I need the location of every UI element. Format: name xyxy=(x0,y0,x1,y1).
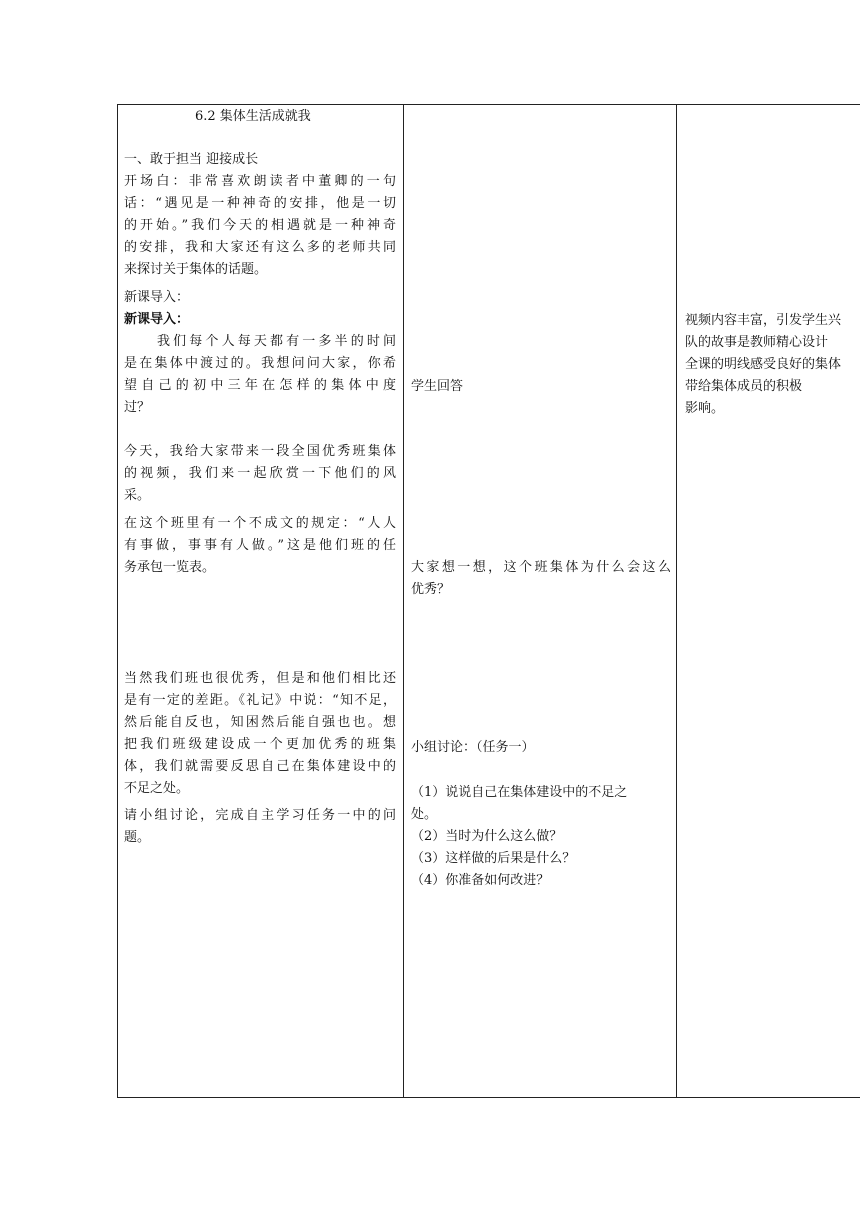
opening-line-4: 的安排，我和大家还有这么多的老师共同 xyxy=(124,240,396,255)
video-line-5: 有事做，事事有人做。”这是他们班的任 xyxy=(124,538,396,553)
question-line-3: 望自己的初中三年在怎样的集体中度 xyxy=(124,378,396,393)
reflect-line-5: 体，我们就需要反思自己在集体建设中的 xyxy=(124,759,396,774)
task-line-3: （2）当时为什么这么做？ xyxy=(411,829,563,844)
reflect-line-7: 请小组讨论，完成自主学习任务一中的问 xyxy=(124,808,396,823)
think-line-2: 优秀？ xyxy=(411,582,451,597)
task-line-4: （3）这样做的后果是什么？ xyxy=(411,851,576,866)
video-line-3: 采。 xyxy=(124,488,151,503)
reflect-line-8: 题。 xyxy=(124,830,151,845)
reflect-line-2: 是有一定的差距。《礼记》中说：“知不足， xyxy=(124,693,396,708)
note-line-5: 影响。 xyxy=(685,401,725,416)
video-line-2: 的视频，我们来一起欣赏一下他们的风 xyxy=(124,466,396,481)
video-line-6: 务承包一览表。 xyxy=(124,560,216,575)
opening-line-2: 话：“遇见是一种神奇的安排，他是一切 xyxy=(124,196,396,211)
question-line-1: 我们每个人每天都有一多半的时间 xyxy=(157,334,396,349)
task-line-2: 处。 xyxy=(411,807,438,822)
question-line-2: 是在集体中渡过的。我想问问大家，你希 xyxy=(124,356,396,371)
opening-line-3: 的开始。”我们今天的相遇就是一种神奇 xyxy=(124,218,396,233)
task-line-1: （1）说说自己在集体建设中的不足之 xyxy=(411,785,628,800)
task-line-5: （4）你准备如何改进？ xyxy=(411,873,550,888)
student-answer: 学生回答 xyxy=(411,379,464,394)
column-divider-1 xyxy=(403,104,404,1097)
note-line-2: 队的故事是教师精心设计 xyxy=(685,335,829,350)
reflect-line-4: 把我们班级建设成一个更加优秀的班集 xyxy=(124,737,396,752)
note-line-1: 视频内容丰富，引发学生兴 xyxy=(685,313,842,328)
intro-label-bold: 新课导入： xyxy=(124,312,190,327)
reflect-line-3: 然后能自反也，知困然后能自强也也。想 xyxy=(124,715,396,730)
question-line-4: 过？ xyxy=(124,400,151,415)
note-line-3: 全课的明线感受良好的集体 xyxy=(685,357,842,372)
column-divider-2 xyxy=(676,104,677,1097)
reflect-line-6: 不足之处。 xyxy=(124,781,190,796)
note-line-4: 带给集体成员的积极 xyxy=(685,379,803,394)
section-heading: 一、敢于担当 迎接成长 xyxy=(124,152,259,167)
opening-line-5: 来探讨关于集体的话题。 xyxy=(124,262,268,277)
intro-label: 新课导入： xyxy=(124,290,190,305)
video-line-4: 在这个班里有一个不成文的规定：“人人 xyxy=(124,516,396,531)
group-discussion: 小组讨论：（任务一） xyxy=(411,740,535,755)
reflect-line-1: 当然我们班也很优秀，但是和他们相比还 xyxy=(124,671,396,686)
lesson-title: 6.2 集体生活成就我 xyxy=(195,109,311,124)
video-line-1: 今天，我给大家带来一段全国优秀班集体 xyxy=(124,444,396,459)
think-line-1: 大家想一想，这个班集体为什么会这么 xyxy=(411,560,671,575)
opening-line-1: 开场白：非常喜欢朗读者中董卿的一句 xyxy=(124,174,396,189)
